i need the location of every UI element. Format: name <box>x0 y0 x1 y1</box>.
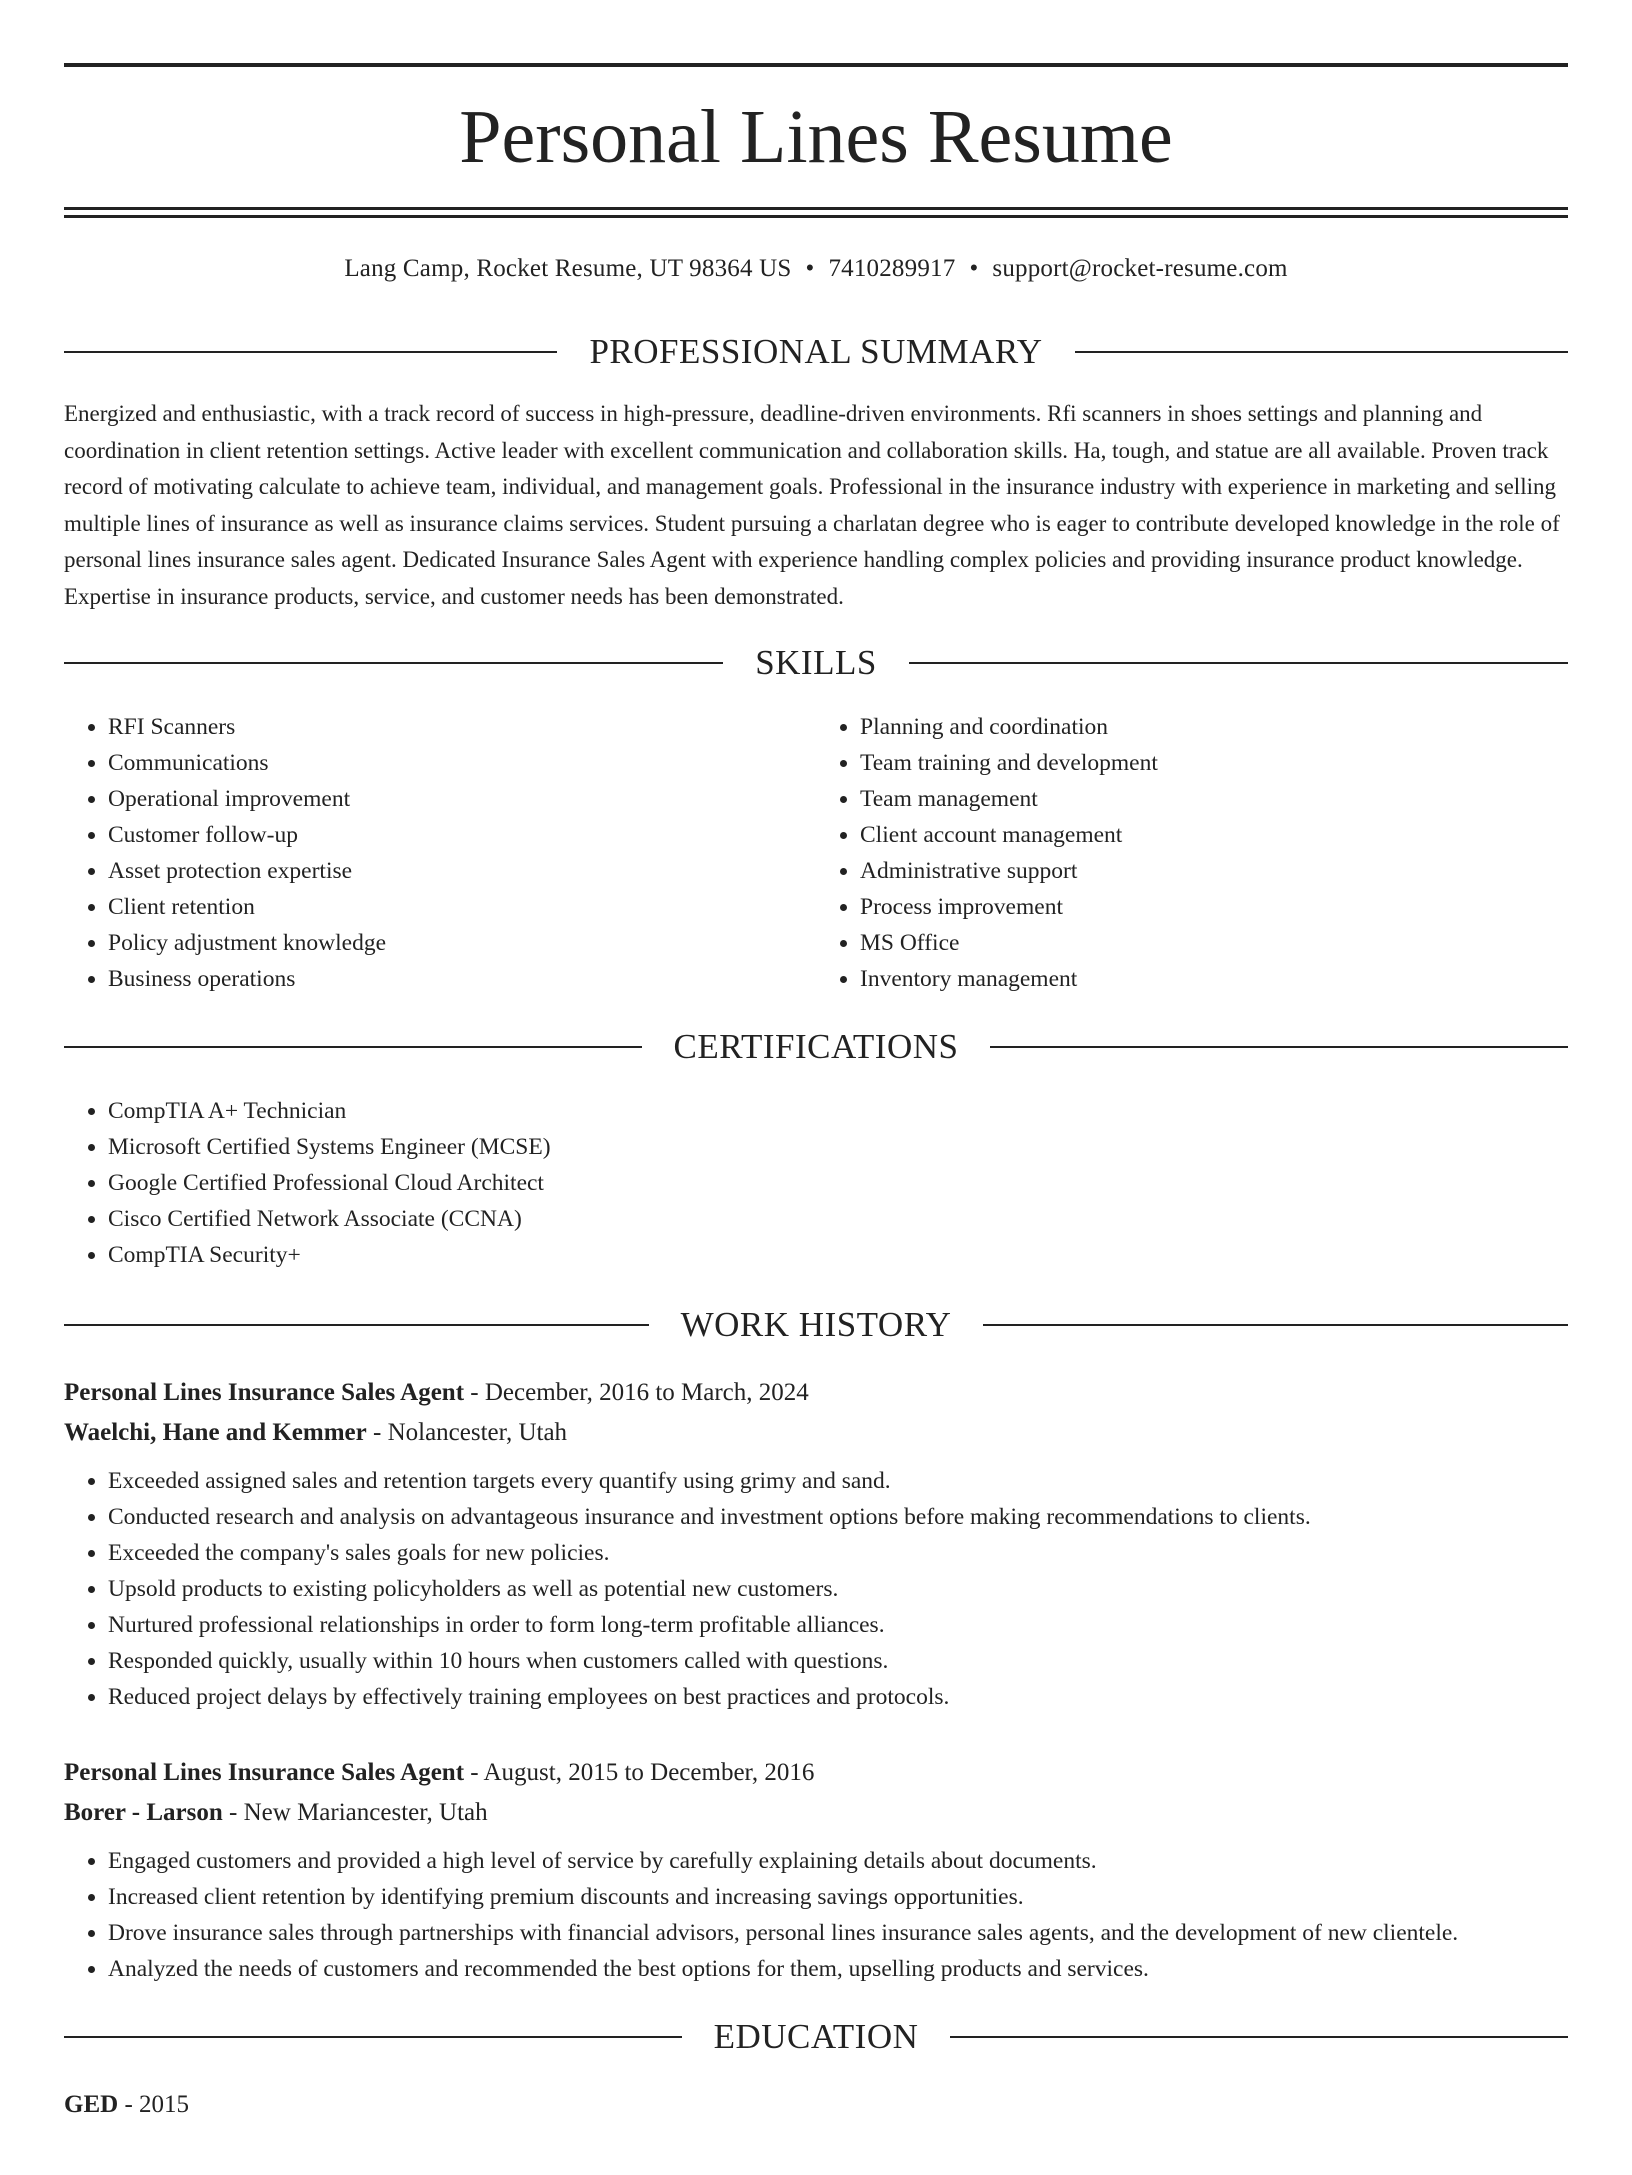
skill-item: • Process improvement <box>860 889 1568 925</box>
section-header-skills <box>64 643 1568 683</box>
job-entry <box>64 1373 1568 1715</box>
skill-item: • Inventory management <box>860 961 1568 997</box>
summary-text: Energized and enthusiastic, with a track record of success in high-pressure, deadline-driven environments. Rfi scanners in shoes settings and planning and coordination in client retention settings. Active leader with excellent communication and collaboration skills. Ha, tough, and statue are all available. Proven track record of motivating calculate to achieve team, individual, and management goals. Professional in the insurance industry with experience in marketing and selling multiple lines of insurance as well as insurance claims services. Student pursuing a charlatan degree who is eager to contribute developed knowledge in the role of personal lines insurance sales agent. Dedicated Insurance Sales Agent with experience handling complex policies and providing insurance product knowledge. Expertise in insurance products, service, and customer needs has been demonstrated. <box>64 401 1560 609</box>
contact-separator: • <box>805 255 815 282</box>
section-rule <box>983 1324 1568 1326</box>
job-bullet: • Responded quickly, usually within 10 hours when customers called with questions. <box>108 1643 1568 1679</box>
section-rule <box>64 1046 642 1048</box>
contact-address: Lang Camp, Rocket Resume, UT 98364 US <box>344 255 792 282</box>
section-rule <box>909 662 1568 664</box>
certification-item: • CompTIA Security+ <box>108 1237 1568 1273</box>
skill-item: • RFI Scanners <box>108 709 816 745</box>
job-title-line <box>64 1373 1568 1413</box>
certifications-list <box>64 1093 1568 1273</box>
job-bullet: • Nurtured professional relationships in order to form long-term profitable alliances. <box>108 1607 1568 1643</box>
job-bullet: • Drove insurance sales through partnerships with financial advisors, personal lines insurance sales agents, and the development of new clientele. <box>108 1915 1568 1951</box>
education-degree: GED <box>64 2091 119 2118</box>
skill-item: • Business operations <box>108 961 816 997</box>
job-bullet: • Upsold products to existing policyholders as well as potential new customers. <box>108 1571 1568 1607</box>
skills-list-right <box>816 709 1568 997</box>
skill-item: • Customer follow-up <box>108 817 816 853</box>
job-company: Waelchi, Hane and Kemmer <box>64 1419 367 1446</box>
certification-item: • Cisco Certified Network Associate (CCNA) <box>108 1201 1568 1237</box>
job-company-line <box>64 1413 1568 1453</box>
page-title: Personal Lines Resume <box>459 95 1173 179</box>
job-location: - New Mariancester, Utah <box>222 1799 488 1826</box>
certification-item: • CompTIA A+ Technician <box>108 1093 1568 1129</box>
section-rule <box>64 2036 682 2038</box>
skill-item: • Client retention <box>108 889 816 925</box>
skill-item: • Planning and coordination <box>860 709 1568 745</box>
certification-item: • Google Certified Professional Cloud Architect <box>108 1165 1568 1201</box>
education-entry <box>64 2085 1568 2125</box>
section-title-certifications: CERTIFICATIONS <box>673 1027 959 1066</box>
skill-item: • Administrative support <box>860 853 1568 889</box>
section-title-summary: PROFESSIONAL SUMMARY <box>589 332 1043 371</box>
section-header-certifications <box>64 1027 1568 1067</box>
job-bullets <box>64 1463 1568 1715</box>
job-entry <box>64 1753 1568 1987</box>
resume-page <box>0 63 1632 2175</box>
job-bullet: • Conducted research and analysis on advantageous insurance and investment options before making recommendations to clients. <box>108 1499 1568 1535</box>
section-header-summary <box>64 332 1568 372</box>
skill-item: • Team management <box>860 781 1568 817</box>
job-bullet: • Increased client retention by identifying premium discounts and increasing savings opportunities. <box>108 1879 1568 1915</box>
section-rule <box>990 1046 1568 1048</box>
section-header-education <box>64 2017 1568 2057</box>
section-title-education: EDUCATION <box>713 2017 919 2056</box>
skills-list-left <box>64 709 816 997</box>
title-double-rule <box>64 207 1568 218</box>
skill-item: • Asset protection expertise <box>108 853 816 889</box>
skill-item: • MS Office <box>860 925 1568 961</box>
top-rule <box>64 63 1568 67</box>
contact-email: support@rocket-resume.com <box>992 255 1288 282</box>
skills-columns <box>64 709 1568 997</box>
education-year: - 2015 <box>118 2091 190 2118</box>
work-history <box>64 1373 1568 1987</box>
job-dates: - December, 2016 to March, 2024 <box>464 1379 809 1406</box>
job-company-line <box>64 1793 1568 1833</box>
skill-item: • Client account management <box>860 817 1568 853</box>
contact-phone: 7410289917 <box>828 255 956 282</box>
section-rule <box>950 2036 1568 2038</box>
job-bullet: • Exceeded assigned sales and retention targets every quantify using grimy and sand. <box>108 1463 1568 1499</box>
section-rule <box>1075 351 1568 353</box>
skill-item: • Communications <box>108 745 816 781</box>
contact-separator: • <box>969 255 979 282</box>
job-bullet: • Engaged customers and provided a high level of service by carefully explaining details about documents. <box>108 1843 1568 1879</box>
skill-item: • Team training and development <box>860 745 1568 781</box>
contact-line <box>64 254 1568 284</box>
job-dates: - August, 2015 to December, 2016 <box>464 1759 815 1786</box>
certification-item: • Microsoft Certified Systems Engineer (MCSE) <box>108 1129 1568 1165</box>
job-title: Personal Lines Insurance Sales Agent <box>64 1379 465 1406</box>
job-title: Personal Lines Insurance Sales Agent <box>64 1759 465 1786</box>
job-bullet: • Analyzed the needs of customers and recommended the best options for them, upselling products and services. <box>108 1951 1568 1987</box>
job-location: - Nolancester, Utah <box>366 1419 568 1446</box>
section-title-skills: SKILLS <box>755 643 877 682</box>
section-header-work <box>64 1305 1568 1345</box>
section-title-work: WORK HISTORY <box>680 1305 952 1344</box>
job-bullet: • Reduced project delays by effectively training employees on best practices and protocols. <box>108 1679 1568 1715</box>
job-bullet: • Exceeded the company's sales goals for new policies. <box>108 1535 1568 1571</box>
job-title-line <box>64 1753 1568 1793</box>
job-bullets <box>64 1843 1568 1987</box>
section-rule <box>64 662 723 664</box>
job-company: Borer - Larson <box>64 1799 223 1826</box>
skill-item: • Operational improvement <box>108 781 816 817</box>
skill-item: • Policy adjustment knowledge <box>108 925 816 961</box>
section-rule <box>64 1324 649 1326</box>
section-rule <box>64 351 557 353</box>
